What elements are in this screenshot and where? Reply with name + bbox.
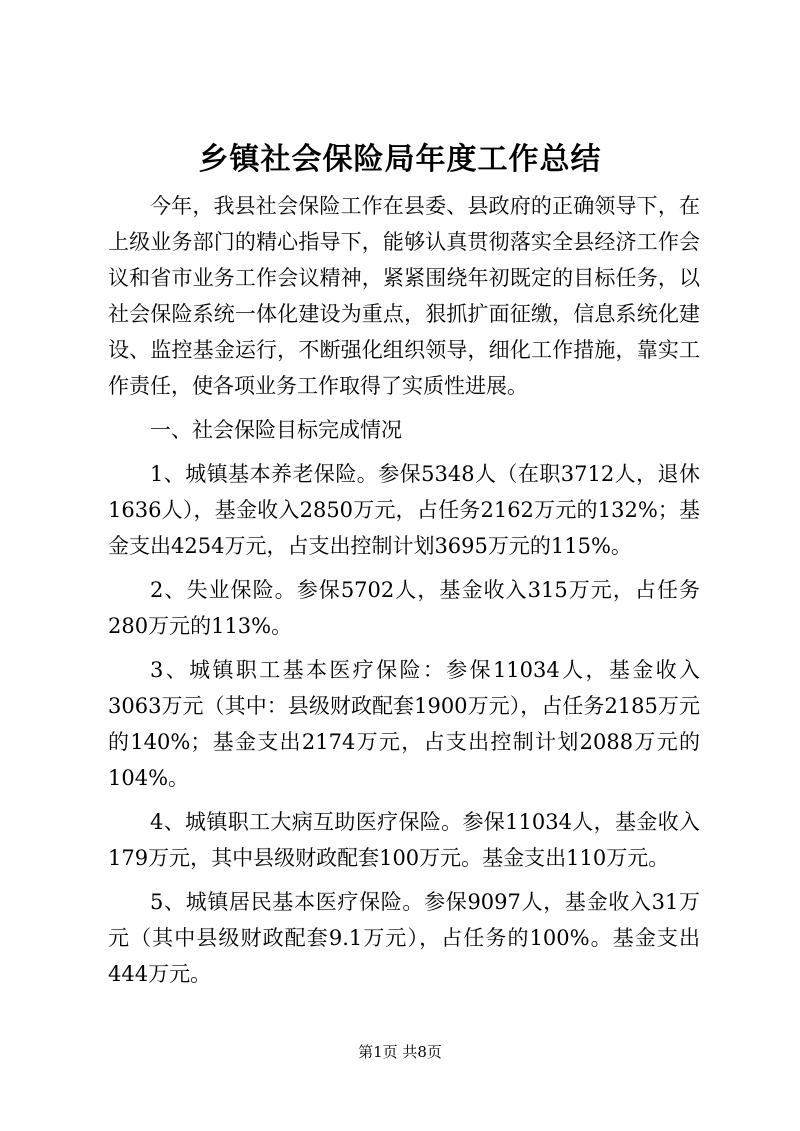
- page-number: 第1页 共8页: [358, 1043, 442, 1061]
- section-heading: 一、社会保险目标完成情况: [150, 418, 402, 442]
- paragraph-unemployment: 2、失业保险。参保5702人，基金收入315万元，占任务280万元的113%。: [108, 578, 700, 638]
- document-title: 乡镇社会保险局年度工作总结: [198, 142, 602, 177]
- paragraph-pension: 1、城镇基本养老保险。参保5348人（在职3712人，退休1636人），基金收入2850万元，占任务2162万元的132%；基金支出4254万元，占支出控制计划3695万元的115%。: [108, 462, 700, 558]
- paragraph-serious-illness: 4、城镇职工大病互助医疗保险。参保11034人，基金收入179万元，其中县级财政配套100万元。基金支出110万元。: [108, 810, 700, 870]
- paragraph-medical: 3、城镇职工基本医疗保险：参保11034人，基金收入3063万元（其中：县级财政配套1900万元），占任务2185万元的140%；基金支出2174万元，占支出控制计划2088万元的104%。: [108, 658, 700, 790]
- paragraph-resident-medical: 5、城镇居民基本医疗保险。参保9097人，基金收入31万元（其中县级财政配套9.1万元），占任务的100%。基金支出444万元。: [108, 890, 700, 986]
- document-body: [108, 188, 700, 992]
- paragraph-intro: 今年，我县社会保险工作在县委、县政府的正确领导下，在上级业务部门的精心指导下，能够认真贯彻落实全县经济工作会议和省市业务工作会议精神，紧紧围绕年初既定的目标任务，以社会保险系统一体化建设为重点，狠抓扩面征缴，信息系统化建设、监控基金运行，不断强化组织领导，细化工作措施，靠实工作责任，使各项业务工作取得了实质性进展。: [108, 194, 700, 398]
